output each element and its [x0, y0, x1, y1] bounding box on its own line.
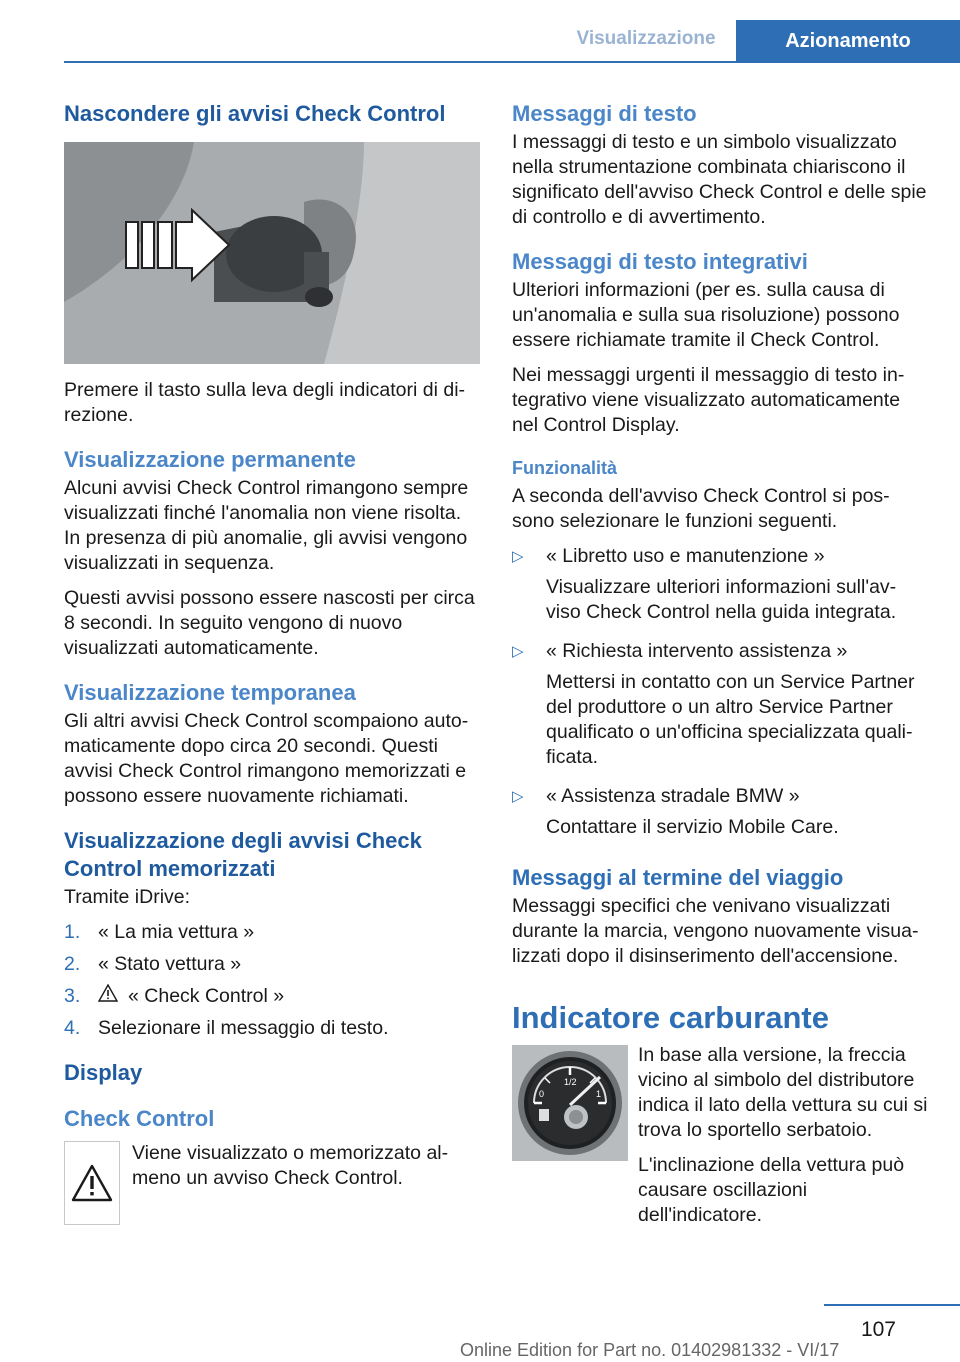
function-desc: Mettersi in contatto con un Service Partner del produttore o un altro Service Partner qualificato o un'officina specializzata quali- ficata. — [546, 671, 915, 768]
function-title: « Richiesta intervento assistenza » — [546, 640, 848, 662]
list-item — [64, 984, 480, 1009]
paragraph-text-messages: I messaggi di testo e un simbolo visualizzato nella strumentazione combinata chiariscono il significato dell'avviso Check Control e delle spie di controllo e di avvertimento. — [512, 131, 927, 228]
list-item — [64, 920, 480, 945]
heading-trip-end: Messaggi al termine del viaggio — [512, 865, 844, 890]
fuel-gauge-image — [512, 1045, 628, 1161]
paragraph-temporary: Gli altri avvisi Check Control scompaiono auto- maticamente dopo circa 20 secondi. Questi avvisi Check Control rimangono memorizzati e possono essere nuovamente richiamati. — [64, 710, 469, 807]
tab-visualizzazione[interactable]: Visualizzazione — [576, 28, 716, 49]
warning-icon — [98, 984, 118, 1009]
heading-permanent: Visualizzazione permanente — [64, 447, 356, 472]
fuel-row — [512, 1043, 928, 1238]
step-text: « Check Control » — [128, 985, 285, 1007]
paragraph-check-control: Viene visualizzato o memorizzato al- meno un avviso Check Control. — [132, 1142, 449, 1189]
triangle-right-icon: ▷ — [512, 548, 524, 565]
step-text: « La mia vettura » — [98, 921, 255, 943]
paragraph-fuel-1: In base alla versione, la freccia vicino al simbolo del distributore indica il lato della vettura su cui si trova lo sportello serbatoio. — [638, 1044, 928, 1141]
check-control-row — [64, 1141, 480, 1225]
paragraph-trip-end: Messaggi specifici che venivano visualizzati durante la marcia, vengono nuovamente visua- lizzati dopo il disinserimento dell'accensione. — [512, 895, 919, 967]
function-desc: Visualizzare ulteriori informazioni sull'av- viso Check Control nella guida integrata. — [546, 576, 897, 623]
footer-edition: Online Edition for Part no. 01402981332 - VI/17 — [460, 1340, 840, 1360]
footer-rule — [824, 1304, 960, 1306]
paragraph-idrive: Tramite iDrive: — [64, 886, 191, 908]
list-item — [512, 784, 928, 846]
triangle-right-icon: ▷ — [512, 643, 524, 660]
step-text: Selezionare il messaggio di testo. — [98, 1017, 389, 1039]
heading-display: Display — [64, 1060, 143, 1085]
heading-temporary: Visualizzazione temporanea — [64, 680, 356, 705]
tab-azionamento[interactable]: Azionamento — [736, 20, 960, 62]
list-item — [512, 639, 928, 776]
function-title: « Libretto uso e manutenzione » — [546, 545, 825, 567]
paragraph-functions: A seconda dell'avviso Check Control si pos- sono selezionare le funzioni seguenti. — [512, 485, 890, 532]
heading-fuel-gauge: Indicatore carburante — [512, 1000, 829, 1035]
step-number: 3. — [64, 985, 81, 1007]
function-desc: Contattare il servizio Mobile Care. — [546, 816, 839, 838]
heading-functions: Funzionalità — [512, 458, 617, 478]
turn-signal-lever-photo — [64, 142, 480, 364]
triangle-right-icon: ▷ — [512, 788, 524, 805]
press-instruction: Premere il tasto sulla leva degli indicatori di di- rezione. — [64, 379, 466, 426]
step-number: 4. — [64, 1017, 81, 1039]
paragraph-fuel-2a: L'inclinazione della vettura può causare oscillazioni dell'indicatore. — [638, 1154, 905, 1226]
functions-list — [512, 544, 928, 846]
heading-text-messages: Messaggi di testo — [512, 101, 697, 126]
heading-check-control: Check Control — [64, 1106, 215, 1131]
gauge-zero-label: 0 — [539, 1089, 545, 1099]
heading-stored: Visualizzazione degli avvisi Check Control memorizzati — [64, 828, 422, 881]
step-number: 2. — [64, 953, 81, 975]
list-item — [64, 952, 480, 977]
gauge-one-label: 1 — [596, 1089, 602, 1099]
gauge-half-label: 1/2 — [564, 1077, 577, 1087]
list-item — [64, 1016, 480, 1041]
paragraph-permanent-2: Questi avvisi possono essere nascosti per circa 8 secondi. In seguito vengono di nuovo visualizzati automaticamente. — [64, 587, 475, 659]
function-title: « Assistenza stradale BMW » — [546, 785, 800, 807]
paragraph-extra-1: Ulteriori informazioni (per es. sulla causa di un'anomalia e sulla sua risoluzione) possono essere richiamate tramite il Check Control. — [512, 279, 900, 351]
list-item — [512, 544, 928, 631]
section-title-hide: Nascondere gli avvisi Check Control — [64, 101, 446, 126]
page-number: 107 — [860, 1318, 896, 1341]
heading-extra-messages: Messaggi di testo integrativi — [512, 249, 808, 274]
paragraph-permanent-1: Alcuni avvisi Check Control rimangono sempre visualizzati finché l'anomalia non viene risolta. In presenza di più anomalie, gli avvisi vengono visualizzati in sequenza. — [64, 477, 469, 574]
right-column — [512, 100, 928, 1238]
paragraph-extra-2: Nei messaggi urgenti il messaggio di testo in- tegrativo viene visualizzato automaticamente nel Control Display. — [512, 364, 905, 436]
warning-triangle-icon — [64, 1141, 120, 1225]
step-number: 1. — [64, 921, 81, 943]
step-text: « Stato vettura » — [98, 953, 242, 975]
steps-list — [64, 920, 480, 1041]
left-column — [64, 100, 480, 1225]
